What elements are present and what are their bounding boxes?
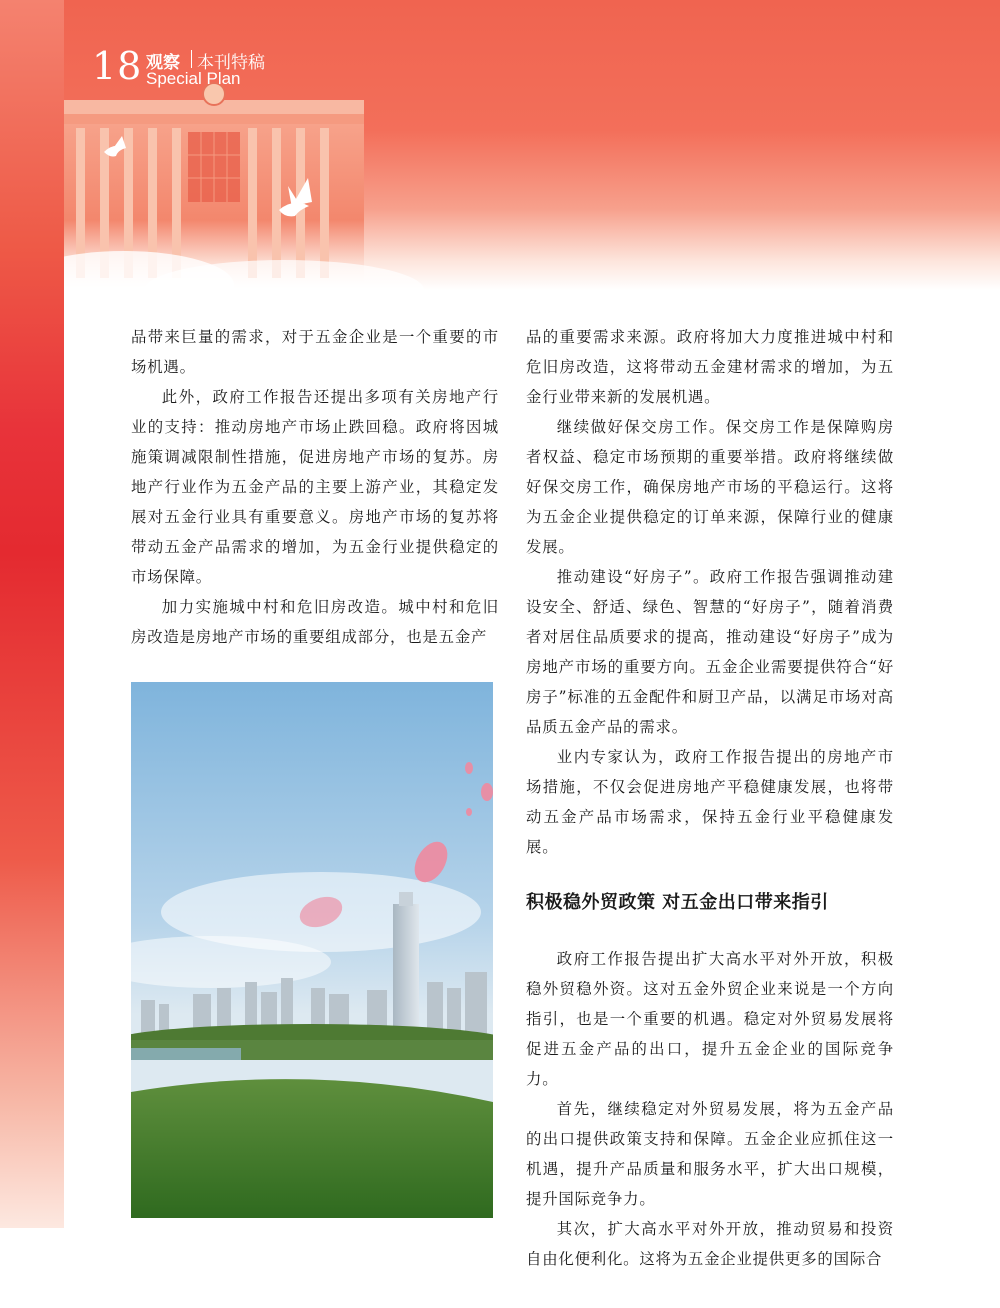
page-number: 18 bbox=[92, 44, 143, 88]
paragraph: 品的重要需求来源。政府将加大力度推进城中村和危旧房改造，这将带动五金建材需求的增加，为五金行业带来新的发展机遇。 bbox=[526, 328, 894, 406]
side-accent-strip bbox=[0, 0, 64, 1228]
section-title: 观察 bbox=[146, 53, 180, 73]
paragraph: 其次，扩大高水平对外开放，推动贸易和投资自由化便利化。这将为五金企业提供更多的国际合 bbox=[526, 1220, 894, 1268]
paragraph: 推动建设“好房子”。政府工作报告强调推动建设安全、舒适、绿色、智慧的“好房子”，随着消费者对居住品质要求的提高，推动建设“好房子”成为房地产市场的重要方向。五金企业需要提供符合“好房子”标准的五金配件和厨卫产品，以满足市场对高品质五金产品的需求。 bbox=[526, 568, 894, 736]
paragraph: 品带来巨量的需求，对于五金企业是一个重要的市场机遇。 bbox=[131, 328, 499, 376]
section-subtitle: 本刊特稿 bbox=[197, 53, 265, 73]
paragraph: 继续做好保交房工作。保交房工作是保障购房者权益、稳定市场预期的重要举措。政府将继续做好保交房工作，确保房地产市场的平稳运行。这将为五金企业提供稳定的订单来源，保障行业的健康发展。 bbox=[526, 418, 894, 556]
paragraph: 此外，政府工作报告还提出多项有关房地产行业的支持：推动房地产市场止跌回稳。政府将因城施策调减限制性措施，促进房地产市场的复苏。房地产行业作为五金产品的主要上游产业，其稳定发展对五金行业具有重要意义。房地产市场的复苏将带动五金产品需求的增加，为五金行业提供稳定的市场保障。 bbox=[131, 388, 499, 586]
paragraph: 业内专家认为，政府工作报告提出的房地产市场措施，不仅会促进房地产平稳健康发展，也将带动五金产品市场需求，保持五金行业平稳健康发展。 bbox=[526, 748, 894, 856]
great-hall-illustration bbox=[64, 80, 444, 290]
section-english-title: Special Plan bbox=[146, 69, 241, 88]
section-divider bbox=[191, 50, 192, 68]
paragraph: 首先，继续稳定对外贸易发展，将为五金产品的出口提供政策支持和保障。五金企业应抓住这一机遇，提升产品质量和服务水平，扩大出口规模，提升国际竞争力。 bbox=[526, 1100, 894, 1208]
paragraph: 加力实施城中村和危旧房改造。城中村和危旧房改造是房地产市场的重要组成部分，也是五金产 bbox=[131, 598, 499, 646]
left-column bbox=[131, 322, 499, 652]
section-heading: 积极稳外贸政策 对五金出口带来指引 bbox=[526, 892, 829, 913]
city-skyline-photo bbox=[131, 682, 493, 1218]
right-column bbox=[526, 322, 894, 1274]
paragraph: 政府工作报告提出扩大高水平对外开放，积极稳外贸稳外资。这对五金外贸企业来说是一个方向指引，也是一个重要的机遇。稳定对外贸易发展将促进五金产品的出口，提升五金企业的国际竞争力。 bbox=[526, 950, 894, 1088]
